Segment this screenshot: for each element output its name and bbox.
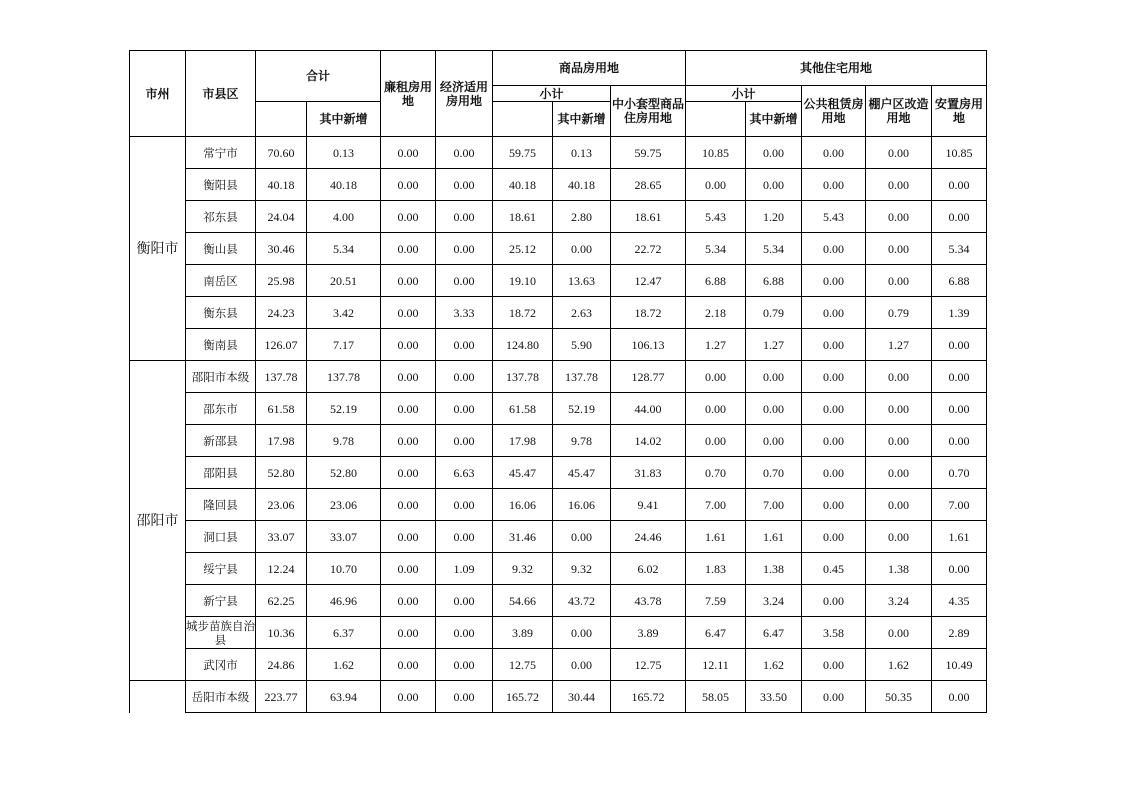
value-cell: 0.00 [436, 265, 493, 297]
value-cell: 30.46 [256, 233, 307, 265]
value-cell: 3.33 [436, 297, 493, 329]
header-shanty: 棚户区改造用地 [866, 86, 932, 137]
header-other-subtotal: 小计 [686, 86, 802, 102]
value-cell: 1.27 [866, 329, 932, 361]
value-cell: 3.42 [307, 297, 381, 329]
value-cell: 0.00 [381, 521, 436, 553]
county-cell: 邵阳市本级 [186, 361, 256, 393]
value-cell: 0.70 [686, 457, 746, 489]
header-commercial-subtotal: 小计 [493, 86, 611, 102]
value-cell: 22.72 [611, 233, 686, 265]
header-affordable: 经济适用房用地 [436, 51, 493, 137]
value-cell: 61.58 [256, 393, 307, 425]
value-cell: 137.78 [307, 361, 381, 393]
table-row [130, 617, 987, 649]
value-cell: 0.00 [381, 169, 436, 201]
value-cell: 6.47 [746, 617, 802, 649]
value-cell: 6.88 [932, 265, 987, 297]
value-cell: 0.00 [802, 265, 866, 297]
table-body [130, 137, 987, 713]
header-total: 合计 [256, 51, 381, 102]
value-cell: 33.50 [746, 681, 802, 713]
value-cell: 5.43 [802, 201, 866, 233]
value-cell: 0.00 [436, 201, 493, 233]
value-cell: 3.58 [802, 617, 866, 649]
value-cell: 137.78 [553, 361, 611, 393]
value-cell: 45.47 [493, 457, 553, 489]
value-cell: 0.00 [802, 521, 866, 553]
value-cell: 0.00 [866, 489, 932, 521]
value-cell: 0.00 [802, 681, 866, 713]
county-cell: 祁东县 [186, 201, 256, 233]
value-cell: 7.00 [932, 489, 987, 521]
value-cell: 0.00 [436, 169, 493, 201]
county-cell: 衡东县 [186, 297, 256, 329]
value-cell: 61.58 [493, 393, 553, 425]
table-row [130, 297, 987, 329]
value-cell: 0.00 [381, 425, 436, 457]
value-cell: 10.49 [932, 649, 987, 681]
value-cell: 43.72 [553, 585, 611, 617]
value-cell: 0.00 [553, 649, 611, 681]
value-cell: 0.00 [746, 425, 802, 457]
value-cell: 24.86 [256, 649, 307, 681]
value-cell: 31.46 [493, 521, 553, 553]
value-cell: 10.85 [932, 137, 987, 169]
value-cell: 2.18 [686, 297, 746, 329]
value-cell: 1.09 [436, 553, 493, 585]
value-cell: 40.18 [307, 169, 381, 201]
value-cell: 1.62 [746, 649, 802, 681]
table-row [130, 201, 987, 233]
value-cell: 5.34 [932, 233, 987, 265]
value-cell: 0.00 [866, 457, 932, 489]
value-cell: 0.00 [553, 233, 611, 265]
value-cell: 0.00 [381, 329, 436, 361]
value-cell: 0.00 [802, 297, 866, 329]
value-cell: 52.19 [307, 393, 381, 425]
value-cell: 0.00 [686, 425, 746, 457]
value-cell: 0.79 [746, 297, 802, 329]
land-supply-table [129, 50, 987, 713]
value-cell: 12.24 [256, 553, 307, 585]
value-cell: 0.00 [802, 649, 866, 681]
table-row [130, 681, 987, 713]
value-cell: 59.75 [611, 137, 686, 169]
value-cell: 0.00 [746, 169, 802, 201]
county-cell: 常宁市 [186, 137, 256, 169]
city-cell: 邵阳市 [130, 361, 186, 681]
value-cell: 1.38 [746, 553, 802, 585]
value-cell: 128.77 [611, 361, 686, 393]
value-cell: 0.00 [436, 137, 493, 169]
header-total-new: 其中新增 [307, 102, 381, 137]
table-row [130, 393, 987, 425]
value-cell: 0.00 [381, 233, 436, 265]
value-cell: 1.61 [932, 521, 987, 553]
value-cell: 1.38 [866, 553, 932, 585]
table-row [130, 521, 987, 553]
value-cell: 0.00 [866, 265, 932, 297]
value-cell: 10.36 [256, 617, 307, 649]
value-cell: 12.47 [611, 265, 686, 297]
value-cell: 0.00 [381, 393, 436, 425]
value-cell: 10.70 [307, 553, 381, 585]
value-cell: 6.47 [686, 617, 746, 649]
value-cell: 62.25 [256, 585, 307, 617]
value-cell: 0.00 [866, 361, 932, 393]
value-cell: 17.98 [256, 425, 307, 457]
value-cell: 106.13 [611, 329, 686, 361]
value-cell: 223.77 [256, 681, 307, 713]
value-cell: 3.89 [493, 617, 553, 649]
county-cell: 岳阳市本级 [186, 681, 256, 713]
county-cell: 洞口县 [186, 521, 256, 553]
value-cell: 6.02 [611, 553, 686, 585]
value-cell: 45.47 [553, 457, 611, 489]
value-cell: 63.94 [307, 681, 381, 713]
value-cell: 0.00 [866, 233, 932, 265]
value-cell: 33.07 [256, 521, 307, 553]
value-cell: 6.88 [746, 265, 802, 297]
value-cell: 3.89 [611, 617, 686, 649]
county-cell: 南岳区 [186, 265, 256, 297]
value-cell: 0.00 [932, 393, 987, 425]
value-cell: 58.05 [686, 681, 746, 713]
value-cell: 54.66 [493, 585, 553, 617]
header-county: 市县区 [186, 51, 256, 137]
table-row [130, 585, 987, 617]
value-cell: 2.63 [553, 297, 611, 329]
value-cell: 31.83 [611, 457, 686, 489]
value-cell: 23.06 [307, 489, 381, 521]
value-cell: 19.10 [493, 265, 553, 297]
value-cell: 0.70 [746, 457, 802, 489]
value-cell: 9.78 [553, 425, 611, 457]
value-cell: 52.80 [256, 457, 307, 489]
value-cell: 25.12 [493, 233, 553, 265]
value-cell: 3.24 [866, 585, 932, 617]
county-cell: 衡阳县 [186, 169, 256, 201]
value-cell: 2.80 [553, 201, 611, 233]
value-cell: 0.00 [866, 617, 932, 649]
value-cell: 6.37 [307, 617, 381, 649]
value-cell: 46.96 [307, 585, 381, 617]
value-cell: 9.78 [307, 425, 381, 457]
county-cell: 邵阳县 [186, 457, 256, 489]
value-cell: 165.72 [493, 681, 553, 713]
value-cell: 16.06 [553, 489, 611, 521]
value-cell: 18.61 [611, 201, 686, 233]
value-cell: 23.06 [256, 489, 307, 521]
table-row [130, 233, 987, 265]
county-cell: 新宁县 [186, 585, 256, 617]
header-city: 市州 [130, 51, 186, 137]
value-cell: 1.62 [866, 649, 932, 681]
value-cell: 0.00 [381, 201, 436, 233]
value-cell: 1.39 [932, 297, 987, 329]
value-cell: 1.61 [686, 521, 746, 553]
table-row [130, 329, 987, 361]
county-cell: 新邵县 [186, 425, 256, 457]
value-cell: 6.63 [436, 457, 493, 489]
header-public-rental: 公共租赁房用地 [802, 86, 866, 137]
value-cell: 0.79 [866, 297, 932, 329]
value-cell: 0.00 [932, 553, 987, 585]
value-cell: 0.00 [802, 585, 866, 617]
value-cell: 124.80 [493, 329, 553, 361]
value-cell: 24.04 [256, 201, 307, 233]
value-cell: 0.00 [686, 393, 746, 425]
value-cell: 0.00 [866, 201, 932, 233]
value-cell: 7.00 [686, 489, 746, 521]
value-cell: 14.02 [611, 425, 686, 457]
value-cell: 0.00 [686, 169, 746, 201]
value-cell: 0.00 [686, 361, 746, 393]
value-cell: 0.00 [381, 361, 436, 393]
value-cell: 40.18 [553, 169, 611, 201]
value-cell: 0.00 [746, 393, 802, 425]
value-cell: 137.78 [256, 361, 307, 393]
value-cell: 20.51 [307, 265, 381, 297]
value-cell: 0.00 [381, 681, 436, 713]
value-cell: 0.00 [436, 617, 493, 649]
value-cell: 0.00 [932, 201, 987, 233]
value-cell: 6.88 [686, 265, 746, 297]
value-cell: 7.17 [307, 329, 381, 361]
value-cell: 0.00 [436, 681, 493, 713]
value-cell: 0.00 [802, 137, 866, 169]
value-cell: 40.18 [493, 169, 553, 201]
header-lowrent: 廉租房用地 [381, 51, 436, 137]
value-cell: 59.75 [493, 137, 553, 169]
value-cell: 0.45 [802, 553, 866, 585]
value-cell: 0.00 [802, 329, 866, 361]
value-cell: 16.06 [493, 489, 553, 521]
table-row [130, 169, 987, 201]
value-cell: 18.72 [493, 297, 553, 329]
table-row [130, 457, 987, 489]
value-cell: 0.00 [436, 329, 493, 361]
value-cell: 2.89 [932, 617, 987, 649]
value-cell: 24.23 [256, 297, 307, 329]
header-other-new: 其中新增 [746, 102, 802, 137]
value-cell: 0.00 [436, 649, 493, 681]
value-cell: 0.00 [932, 329, 987, 361]
value-cell: 4.35 [932, 585, 987, 617]
county-cell: 隆回县 [186, 489, 256, 521]
header-resettle: 安置房用地 [932, 86, 987, 137]
county-cell: 衡山县 [186, 233, 256, 265]
value-cell: 0.00 [381, 617, 436, 649]
value-cell: 0.00 [381, 457, 436, 489]
header-commercial-blank [493, 102, 553, 137]
value-cell: 9.32 [493, 553, 553, 585]
value-cell: 0.00 [553, 617, 611, 649]
value-cell: 33.07 [307, 521, 381, 553]
county-cell: 绥宁县 [186, 553, 256, 585]
value-cell: 0.00 [802, 393, 866, 425]
value-cell: 5.90 [553, 329, 611, 361]
value-cell: 0.00 [436, 393, 493, 425]
value-cell: 28.65 [611, 169, 686, 201]
value-cell: 0.00 [802, 361, 866, 393]
value-cell: 5.34 [746, 233, 802, 265]
value-cell: 1.20 [746, 201, 802, 233]
value-cell: 0.00 [553, 521, 611, 553]
value-cell: 52.19 [553, 393, 611, 425]
header-small-medium: 中小套型商品住房用地 [611, 86, 686, 137]
value-cell: 52.80 [307, 457, 381, 489]
value-cell: 1.62 [307, 649, 381, 681]
value-cell: 18.61 [493, 201, 553, 233]
value-cell: 0.00 [746, 137, 802, 169]
county-cell: 邵东市 [186, 393, 256, 425]
value-cell: 0.13 [553, 137, 611, 169]
county-cell: 武冈市 [186, 649, 256, 681]
value-cell: 13.63 [553, 265, 611, 297]
value-cell: 44.00 [611, 393, 686, 425]
table-row [130, 137, 987, 169]
value-cell: 0.00 [866, 425, 932, 457]
value-cell: 0.00 [802, 489, 866, 521]
value-cell: 3.24 [746, 585, 802, 617]
value-cell: 0.00 [802, 169, 866, 201]
value-cell: 12.11 [686, 649, 746, 681]
value-cell: 30.44 [553, 681, 611, 713]
value-cell: 0.00 [381, 489, 436, 521]
value-cell: 0.00 [381, 553, 436, 585]
value-cell: 0.00 [436, 425, 493, 457]
value-cell: 0.00 [866, 393, 932, 425]
value-cell: 0.00 [866, 169, 932, 201]
table-row [130, 425, 987, 457]
value-cell: 7.59 [686, 585, 746, 617]
table-row [130, 649, 987, 681]
city-cell [130, 681, 186, 713]
value-cell: 7.00 [746, 489, 802, 521]
value-cell: 70.60 [256, 137, 307, 169]
value-cell: 0.13 [307, 137, 381, 169]
value-cell: 9.41 [611, 489, 686, 521]
header-other: 其他住宅用地 [686, 51, 987, 86]
table-row [130, 265, 987, 297]
header-commercial: 商品房用地 [493, 51, 686, 86]
value-cell: 4.00 [307, 201, 381, 233]
table-row [130, 361, 987, 393]
value-cell: 0.00 [932, 169, 987, 201]
value-cell: 126.07 [256, 329, 307, 361]
value-cell: 12.75 [611, 649, 686, 681]
county-cell: 衡南县 [186, 329, 256, 361]
value-cell: 0.00 [802, 233, 866, 265]
value-cell: 0.00 [802, 425, 866, 457]
value-cell: 0.00 [381, 265, 436, 297]
value-cell: 5.34 [307, 233, 381, 265]
value-cell: 12.75 [493, 649, 553, 681]
value-cell: 0.00 [436, 361, 493, 393]
value-cell: 17.98 [493, 425, 553, 457]
value-cell: 1.27 [746, 329, 802, 361]
city-cell: 衡阳市 [130, 137, 186, 361]
value-cell: 18.72 [611, 297, 686, 329]
table-row [130, 553, 987, 585]
value-cell: 0.00 [381, 297, 436, 329]
value-cell: 0.00 [932, 681, 987, 713]
value-cell: 24.46 [611, 521, 686, 553]
value-cell: 9.32 [553, 553, 611, 585]
value-cell: 0.00 [866, 137, 932, 169]
value-cell: 1.83 [686, 553, 746, 585]
value-cell: 0.00 [932, 425, 987, 457]
value-cell: 0.00 [436, 585, 493, 617]
value-cell: 25.98 [256, 265, 307, 297]
value-cell: 0.00 [436, 521, 493, 553]
value-cell: 0.00 [436, 233, 493, 265]
value-cell: 1.61 [746, 521, 802, 553]
header-commercial-new: 其中新增 [553, 102, 611, 137]
value-cell: 10.85 [686, 137, 746, 169]
value-cell: 0.00 [932, 361, 987, 393]
value-cell: 0.00 [381, 137, 436, 169]
value-cell: 137.78 [493, 361, 553, 393]
header-other-blank [686, 102, 746, 137]
value-cell: 0.00 [802, 457, 866, 489]
value-cell: 0.70 [932, 457, 987, 489]
county-cell: 城步苗族自治县 [186, 618, 255, 647]
value-cell: 5.43 [686, 201, 746, 233]
value-cell: 0.00 [436, 489, 493, 521]
value-cell: 40.18 [256, 169, 307, 201]
value-cell: 1.27 [686, 329, 746, 361]
header-total-blank [256, 102, 307, 137]
value-cell: 0.00 [381, 585, 436, 617]
value-cell: 0.00 [746, 361, 802, 393]
table-row [130, 489, 987, 521]
value-cell: 165.72 [611, 681, 686, 713]
value-cell: 0.00 [381, 649, 436, 681]
value-cell: 5.34 [686, 233, 746, 265]
value-cell: 50.35 [866, 681, 932, 713]
value-cell: 43.78 [611, 585, 686, 617]
value-cell: 0.00 [866, 521, 932, 553]
